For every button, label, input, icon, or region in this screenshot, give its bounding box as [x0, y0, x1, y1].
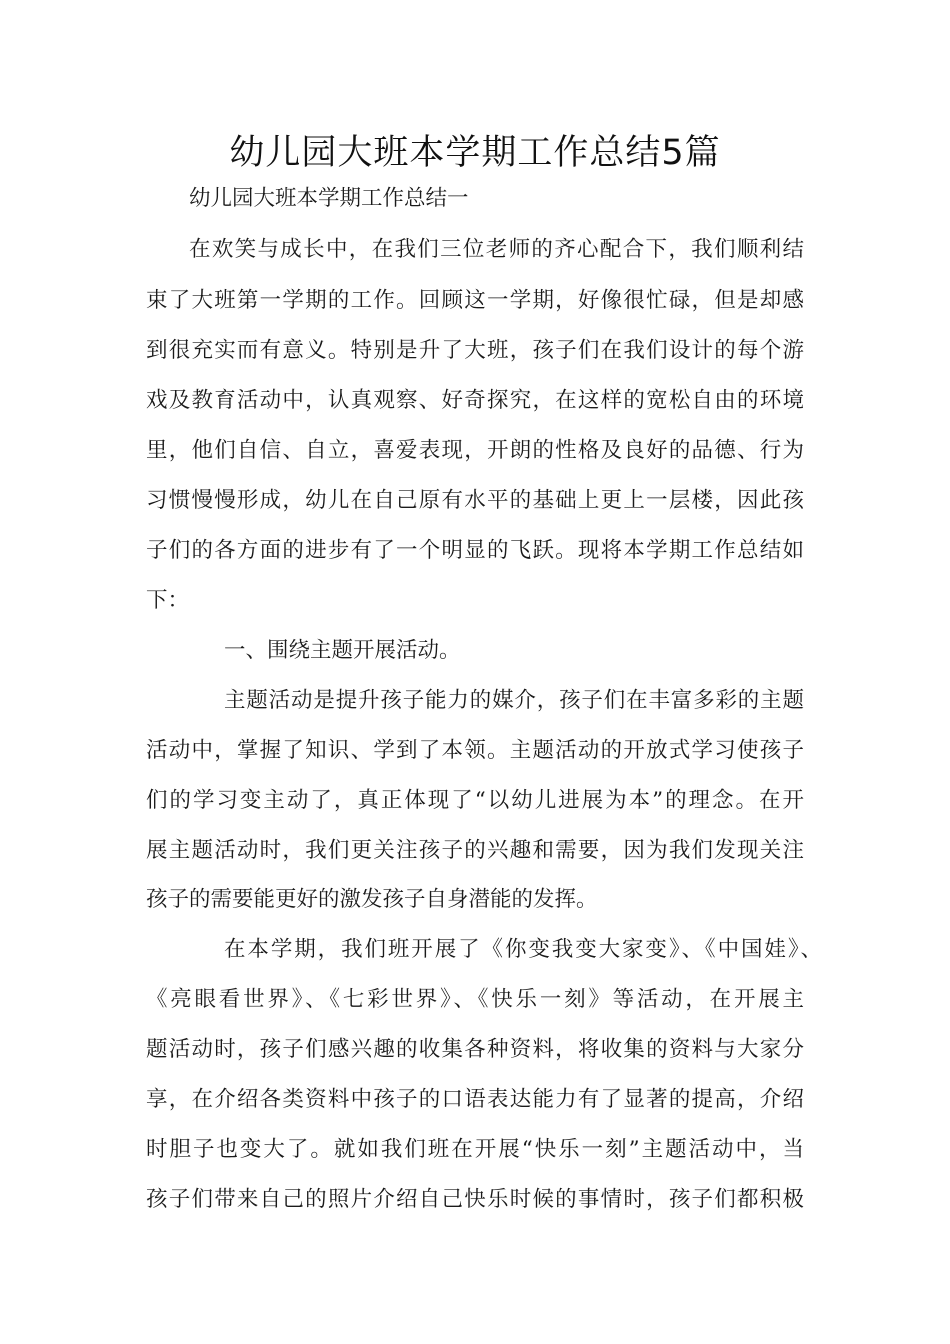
- paragraph-line: 里，他们自信、自立，喜爱表现，开朗的性格及良好的品德、行为: [146, 438, 804, 463]
- paragraph-line: 活动中，掌握了知识、学到了本领。主题活动的开放式学习使孩子: [146, 738, 804, 763]
- paragraph-line: 戏及教育活动中，认真观察、好奇探究，在这样的宽松自由的环境: [146, 388, 804, 413]
- paragraph-line: 主题活动是提升孩子能力的媒介，孩子们在丰富多彩的主题: [224, 688, 804, 713]
- paragraph-line: 享，在介绍各类资料中孩子的口语表达能力有了显著的提高，介绍: [146, 1087, 804, 1112]
- paragraph-line: 习惯慢慢形成，幼儿在自己原有水平的基础上更上一层楼，因此孩: [146, 488, 804, 513]
- paragraph-line: 时胆子也变大了。就如我们班在开展“快乐一刻”主题活动中，当: [146, 1137, 804, 1162]
- paragraph-line: 题活动时，孩子们感兴趣的收集各种资料，将收集的资料与大家分: [146, 1037, 804, 1062]
- paragraph-line: 《亮眼看世界》、《七彩世界》、《快乐一刻》等活动，在开展主: [146, 987, 804, 1012]
- paragraph-line: 在欢笑与成长中，在我们三位老师的齐心配合下，我们顺利结: [189, 237, 804, 262]
- section-heading: 一、围绕主题开展活动。: [224, 638, 461, 663]
- paragraph-line: 孩子的需要能更好的激发孩子自身潜能的发挥。: [146, 887, 598, 912]
- paragraph-line: 在本学期，我们班开展了《你变我变大家变》、《中国娃》、: [224, 937, 822, 962]
- paragraph-line: 到很充实而有意义。特别是升了大班，孩子们在我们设计的每个游: [146, 338, 804, 363]
- paragraph-line: 下：: [146, 588, 190, 613]
- paragraph-line: 们的学习变主动了，真正体现了“以幼儿进展为本”的理念。在开: [146, 788, 804, 813]
- paragraph-line: 子们的各方面的进步有了一个明显的飞跃。现将本学期工作总结如: [146, 538, 804, 563]
- paragraph-line: 展主题活动时，我们更关注孩子的兴趣和需要，因为我们发现关注: [146, 838, 804, 863]
- paragraph-line: 束了大班第一学期的工作。回顾这一学期，好像很忙碌，但是却感: [146, 288, 804, 313]
- paragraph-line: 孩子们带来自己的照片介绍自己快乐时候的事情时，孩子们都积极: [146, 1187, 804, 1212]
- subtitle: 幼儿园大班本学期工作总结一: [189, 186, 469, 211]
- document-title: 幼儿园大班本学期工作总结5篇: [229, 133, 721, 173]
